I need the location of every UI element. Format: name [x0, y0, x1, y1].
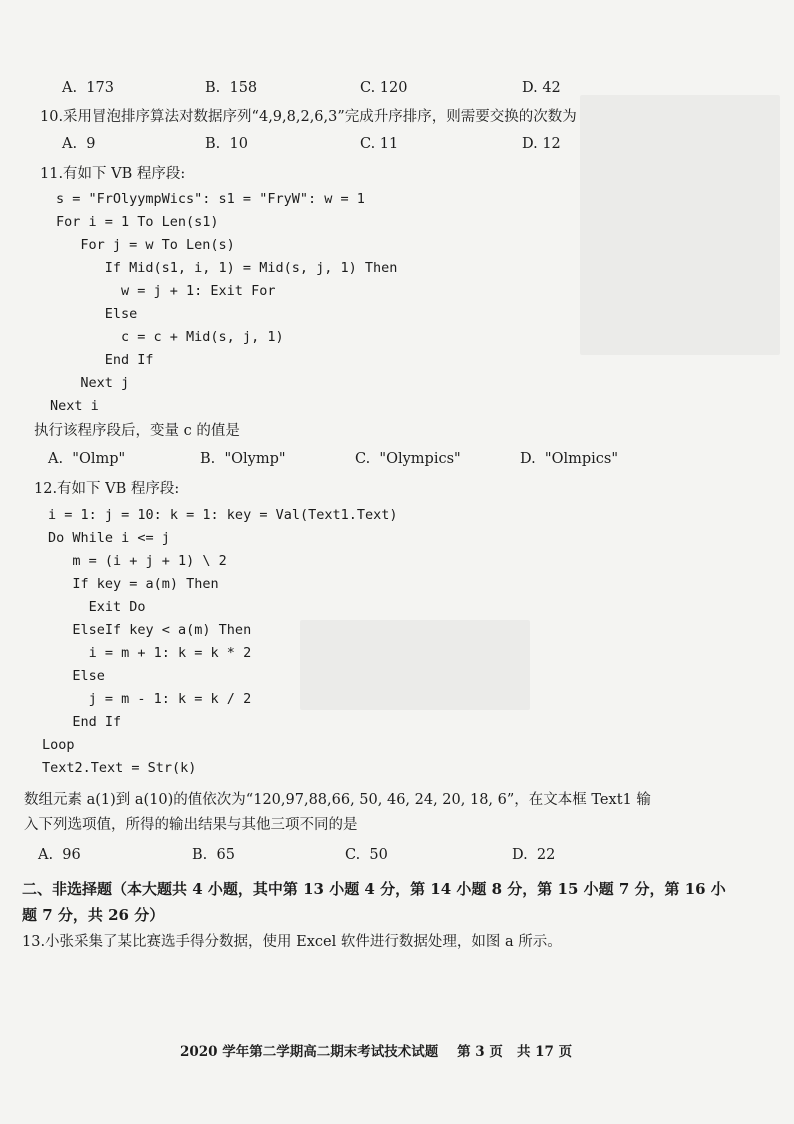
q12-code-line: i = m + 1: k = k * 2	[48, 645, 252, 661]
q12-code-line: Else	[48, 668, 105, 684]
q12-description-line-2: 入下列选项值，所得的输出结果与其他三项不同的是	[24, 817, 358, 833]
q11-code-line: Else	[56, 306, 138, 322]
q12-option-d: D. 22	[512, 847, 556, 863]
q12-option-a: A. 96	[38, 847, 81, 863]
q12-code-line: Text2.Text = Str(k)	[42, 760, 197, 776]
q11-code-line: If Mid(s1, i, 1) = Mid(s, j, 1) Then	[56, 260, 398, 276]
q12-code-line: Exit Do	[48, 599, 146, 615]
q12-code-line: i = 1: j = 10: k = 1: key = Val(Text1.Text)	[48, 507, 398, 523]
q11-option-d: D. "Olmpics"	[520, 451, 619, 467]
q12-option-b: B. 65	[192, 847, 235, 863]
bleed-through-mark	[580, 95, 780, 355]
q13-stem: 13.小张采集了某比赛选手得分数据，使用 Excel 软件进行数据处理，如图 a 所示。	[22, 934, 562, 950]
section-2-heading-line-1: 二、非选择题（本大题共 4 小题，其中第 13 小题 4 分，第 14 小题 8 分，第 15 小题 7 分，第 16 小	[22, 880, 726, 898]
q11-stem: 11.有如下 VB 程序段:	[40, 166, 186, 182]
q11-question: 执行该程序段后，变量 c 的值是	[34, 423, 240, 439]
q11-option-a: A. "Olmp"	[48, 451, 126, 467]
q11-code-line: c = c + Mid(s, j, 1)	[56, 329, 284, 345]
q12-code-line: If key = a(m) Then	[48, 576, 219, 592]
q12-code-line: m = (i + j + 1) \ 2	[48, 553, 227, 569]
q11-code-line: For j = w To Len(s)	[56, 237, 235, 253]
q12-code-line: Do While i <= j	[48, 530, 170, 546]
q11-option-b: B. "Olymp"	[200, 451, 286, 467]
q12-option-c: C. 50	[345, 847, 388, 863]
page-footer: 2020 学年第二学期高二期末考试技术试题 第 3 页 共 17 页	[180, 1044, 573, 1060]
q10-option-b: B. 10	[205, 136, 248, 152]
q10-option-d: D. 12	[522, 136, 561, 152]
q10-option-a: A. 9	[62, 136, 96, 152]
q11-code-line: Next j	[56, 375, 130, 391]
q9-option-b: B. 158	[205, 80, 258, 96]
q11-code-line: s = "FrOlyympWics": s1 = "FryW": w = 1	[56, 191, 365, 207]
q9-option-a: A. 173	[62, 80, 114, 96]
q12-code-line: Loop	[42, 737, 75, 753]
q9-option-c: C. 120	[360, 80, 408, 96]
q11-code-line: w = j + 1: Exit For	[56, 283, 276, 299]
q11-code-line: End If	[56, 352, 154, 368]
q12-code-line: ElseIf key < a(m) Then	[48, 622, 252, 638]
q10-option-c: C. 11	[360, 136, 399, 152]
q10-stem: 10.采用冒泡排序算法对数据序列“4,9,8,2,6,3”完成升序排序，则需要交换的次数为	[40, 109, 577, 125]
q11-code-line: For i = 1 To Len(s1)	[56, 214, 219, 230]
q12-stem: 12.有如下 VB 程序段:	[34, 481, 180, 497]
q11-code-line: Next i	[50, 398, 99, 414]
q12-description-line-1: 数组元素 a(1)到 a(10)的值依次为“120,97,88,66, 50, 46, 24, 20, 18, 6”，在文本框 Text1 输	[24, 792, 651, 808]
bleed-through-mark	[300, 620, 530, 710]
section-2-heading-line-2: 题 7 分，共 26 分）	[22, 906, 165, 924]
q11-option-c: C. "Olympics"	[355, 451, 461, 467]
q12-code-line: j = m - 1: k = k / 2	[48, 691, 252, 707]
q9-option-d: D. 42	[522, 80, 561, 96]
q12-code-line: End If	[48, 714, 122, 730]
